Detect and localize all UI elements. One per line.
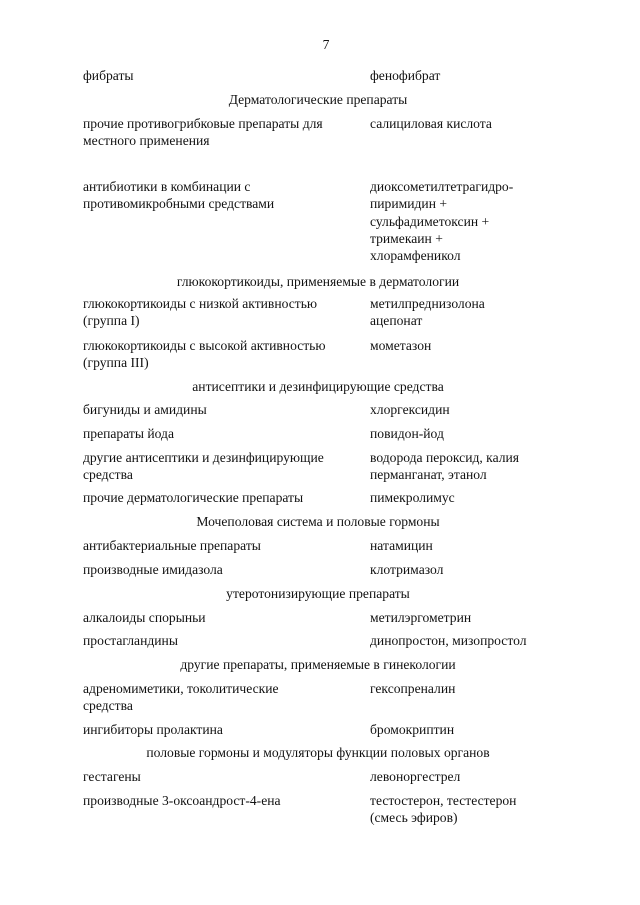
text-line: повидон-йод: [370, 426, 444, 441]
drug-group-cell: [83, 401, 363, 418]
drug-name-cell: [370, 449, 570, 484]
drug-name-cell: [370, 768, 570, 785]
text-line: средства: [83, 698, 133, 714]
drug-group-cell: [83, 425, 363, 442]
drug-name-cell: [370, 337, 570, 354]
drug-group-cell: [83, 489, 363, 506]
text-line: хлорамфеникол: [370, 248, 461, 264]
drug-name-cell: [370, 115, 570, 132]
text-line: глюкокортикоиды с высокой активностью: [83, 338, 326, 353]
drug-group-cell: [83, 115, 363, 150]
drug-name-cell: [370, 721, 570, 738]
text-line: левоноргестрел: [370, 769, 461, 784]
section-heading: другие препараты, применяемые в гинекологии: [180, 657, 456, 672]
drug-group-cell: [83, 67, 363, 84]
text-line: глюкокортикоиды с низкой активностью: [83, 296, 318, 311]
drug-name-cell: [370, 489, 570, 506]
drug-name-cell: [370, 178, 570, 264]
text-line: бромокриптин: [370, 722, 455, 737]
drug-name-cell: [370, 609, 570, 626]
text-line: водорода пероксид, калия: [370, 450, 520, 465]
drug-group-cell: [83, 792, 363, 809]
drug-name-cell: [370, 537, 570, 554]
section-heading: антисептики и дезинфицирующие средства: [192, 379, 444, 394]
text-line: адреномиметики, токолитические: [83, 681, 279, 696]
text-line: производные 3-оксоандрост-4-ена: [83, 793, 281, 808]
section-heading: глюкокортикоиды, применяемые в дерматологии: [176, 274, 460, 289]
drug-group-cell: [83, 178, 363, 213]
section-heading: Мочеполовая система и половые гормоны: [196, 514, 440, 529]
drug-name-cell: [370, 792, 570, 827]
text-line: прочие противогрибковые препараты для: [83, 116, 323, 131]
text-line: бигуниды и амидины: [83, 402, 207, 417]
text-line: клотримазол: [370, 562, 444, 577]
text-line: (группа III): [83, 355, 149, 371]
text-line: натамицин: [370, 538, 433, 553]
drug-group-cell: [83, 449, 363, 484]
drug-name-cell: [370, 425, 570, 442]
text-line: алкалоиды спорыньи: [83, 610, 206, 625]
drug-name-cell: [370, 67, 570, 84]
section-heading: половые гормоны и модуляторы функции половых органов: [146, 745, 490, 760]
text-line: диоксометилтетрагидро-: [370, 179, 514, 194]
drug-name-cell: [370, 680, 570, 697]
text-line: противомикробными средствами: [83, 196, 275, 212]
text-line: перманганат, этанол: [370, 467, 487, 483]
drug-group-cell: [83, 680, 363, 715]
text-line: другие антисептики и дезинфицирующие: [83, 450, 324, 465]
text-line: салициловая кислота: [370, 116, 492, 131]
text-line: гексопреналин: [370, 681, 456, 696]
text-line: хлоргексидин: [370, 402, 450, 417]
text-line: мометазон: [370, 338, 432, 353]
text-line: антибиотики в комбинации с: [83, 179, 251, 194]
text-line: производные имидазола: [83, 562, 223, 577]
text-line: простагландины: [83, 633, 178, 648]
drug-group-cell: [83, 537, 363, 554]
drug-group-cell: [83, 721, 363, 738]
drug-group-cell: [83, 632, 363, 649]
text-line: метилпреднизолона: [370, 296, 485, 311]
text-line: средства: [83, 467, 133, 483]
text-line: антибактериальные препараты: [83, 538, 261, 553]
text-line: фенофибрат: [370, 68, 441, 83]
text-line: сульфадиметоксин +: [370, 213, 490, 229]
text-line: местного применения: [83, 133, 210, 149]
text-line: фибраты: [83, 68, 134, 83]
drug-group-cell: [83, 337, 363, 372]
text-line: метилэргометрин: [370, 610, 472, 625]
text-line: прочие дерматологические препараты: [83, 490, 304, 505]
section-heading: утеротонизирующие препараты: [226, 586, 410, 601]
section-heading: Дерматологические препараты: [228, 92, 408, 107]
drug-name-cell: [370, 295, 570, 330]
drug-group-cell: [83, 768, 363, 785]
text-line: (смесь эфиров): [370, 810, 458, 826]
text-line: (группа I): [83, 313, 140, 329]
text-line: пимекролимус: [370, 490, 455, 505]
text-line: ингибиторы пролактина: [83, 722, 223, 737]
drug-group-cell: [83, 609, 363, 626]
text-line: тримекаин +: [370, 230, 443, 246]
text-line: препараты йода: [83, 426, 174, 441]
text-line: динопростон, мизопростол: [370, 633, 527, 648]
page-number: 7: [322, 37, 330, 52]
drug-name-cell: [370, 632, 570, 649]
text-line: гестагены: [83, 769, 141, 784]
drug-group-cell: [83, 561, 363, 578]
drug-name-cell: [370, 561, 570, 578]
drug-group-cell: [83, 295, 363, 330]
text-line: пиримидин +: [370, 196, 448, 212]
text-line: тестостерон, тестестерон: [370, 793, 517, 808]
text-line: ацепонат: [370, 313, 423, 329]
drug-name-cell: [370, 401, 570, 418]
